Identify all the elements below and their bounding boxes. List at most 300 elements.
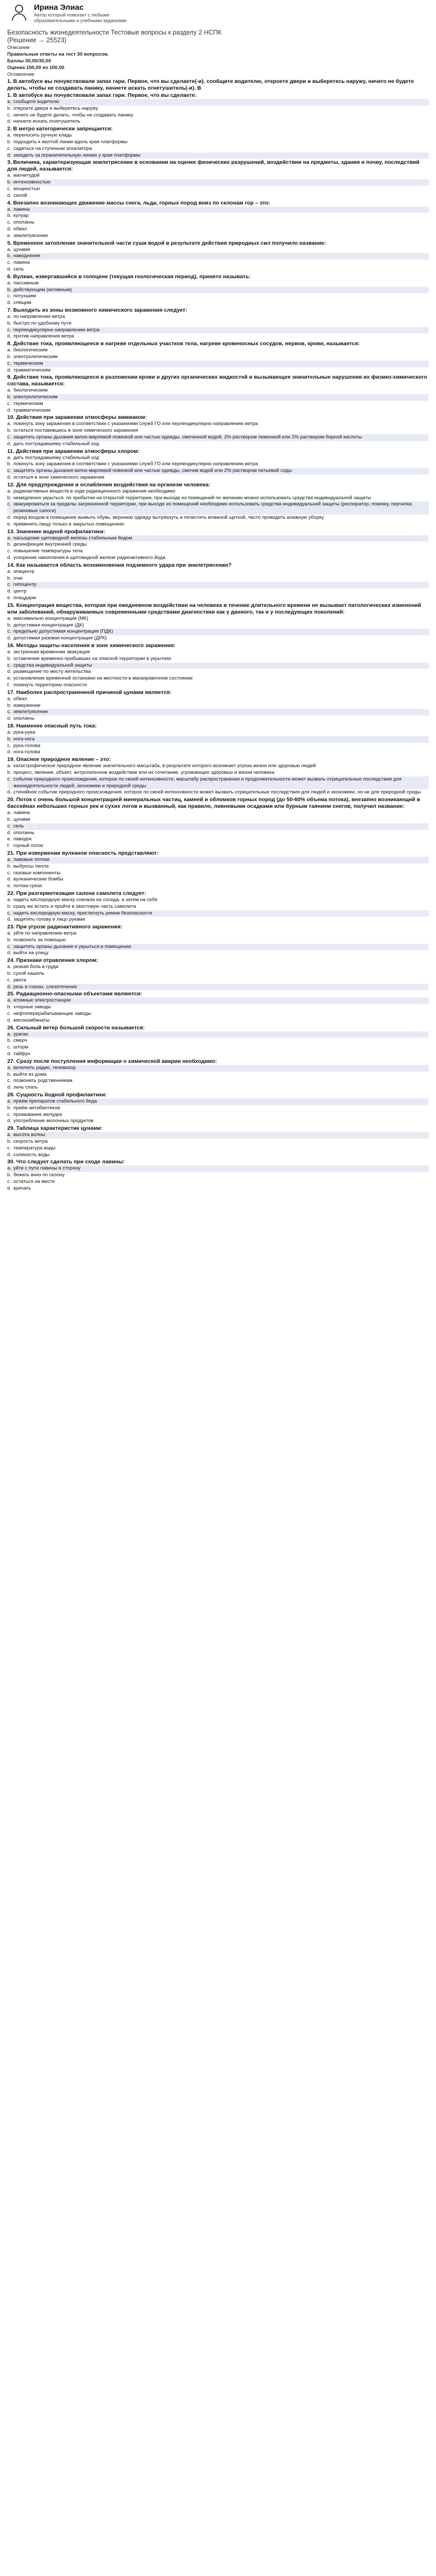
option-text: рука-голова — [13, 742, 41, 749]
option-text: кулуар — [13, 213, 29, 219]
option-text: выйти из дома — [13, 1071, 47, 1077]
option-letter: a. — [7, 280, 11, 286]
question-block — [7, 200, 429, 240]
option-letter: a. — [7, 535, 11, 541]
answer-option — [7, 247, 429, 253]
option-text: покинуть зону заражения в соответствии с указаниями служб ГО или перпендикулярно направлению ветра — [13, 461, 258, 467]
option-letter: a. — [7, 649, 11, 655]
option-text: сразу же встать и пройти в хвостовую часть самолета — [13, 903, 136, 909]
option-letter: d. — [7, 555, 11, 561]
option-text: лавовые потоки — [13, 856, 50, 862]
option-text: резь в глазах, слезотечение — [13, 984, 77, 990]
answer-option-correct — [7, 434, 429, 441]
answer-option — [7, 830, 429, 837]
option-text: хлорные заводы — [13, 1004, 51, 1010]
answer-option — [7, 675, 429, 682]
answer-option — [7, 1018, 429, 1024]
answer-option — [7, 682, 429, 689]
option-text: электролитическим — [13, 394, 58, 400]
question-block — [7, 1092, 429, 1125]
answer-option — [7, 1172, 429, 1179]
option-letter: d. — [7, 367, 11, 373]
option-letter: c. — [7, 360, 11, 366]
option-text: цунами — [13, 816, 30, 822]
answer-option-correct — [7, 394, 429, 401]
option-text: извержение — [13, 702, 41, 708]
option-letter: d. — [7, 515, 11, 521]
option-letter: b. — [7, 622, 11, 628]
option-letter: c. — [7, 977, 11, 983]
option-letter: d. — [7, 716, 11, 722]
answer-option-correct — [7, 582, 429, 588]
answer-option — [7, 703, 429, 709]
option-letter: a. — [7, 313, 11, 319]
answer-option — [7, 656, 429, 663]
question-text: 1. В автобусе вы почувствовали запах гари. Первое, что вы сделаете: — [7, 92, 197, 98]
answer-option — [7, 408, 429, 414]
option-letter: c. — [7, 219, 11, 226]
answer-option — [7, 1179, 429, 1185]
option-text: мясокомбинаты — [13, 1017, 50, 1023]
answer-option-correct — [7, 709, 429, 716]
question-block — [7, 642, 429, 689]
answer-option — [7, 293, 429, 300]
answer-option — [7, 1051, 429, 1058]
answer-option — [7, 937, 429, 944]
question-block — [7, 341, 429, 374]
option-text: надеть кислородную маску, пристегнуть ремни безопасности — [13, 910, 152, 916]
option-letter: d. — [7, 266, 11, 272]
option-text: сель — [13, 266, 24, 272]
option-letter: a. — [7, 696, 11, 702]
answer-option — [7, 716, 429, 722]
option-text: нога-нога — [13, 736, 35, 742]
question-block — [7, 1125, 429, 1158]
question-block — [7, 756, 429, 796]
question-list — [7, 78, 429, 1192]
option-text: атомные электростанции — [13, 997, 71, 1004]
option-letter: a. — [7, 173, 11, 179]
question-block — [7, 240, 429, 273]
answer-option — [7, 897, 429, 904]
option-letter: b. — [7, 769, 11, 775]
option-letter: b. — [7, 320, 11, 326]
option-text: лавина — [13, 810, 30, 816]
option-letter: b. — [7, 736, 11, 742]
option-text: включить радио, телевизор — [13, 1064, 76, 1071]
answer-option — [7, 950, 429, 957]
option-letter: d. — [7, 152, 11, 158]
option-text: очаг — [13, 575, 23, 581]
meta-contents-label: Оглавление — [7, 72, 34, 77]
option-letter: a. — [7, 1132, 11, 1138]
option-letter: b. — [7, 903, 11, 909]
question-block — [7, 890, 429, 923]
option-text: горный поток — [13, 843, 43, 849]
question-text: 26. Сильный ветер большой скорости называется: — [7, 1024, 145, 1031]
question-block — [7, 957, 429, 990]
author-name[interactable]: Ирина Элиас — [34, 3, 84, 12]
option-letter: d. — [7, 1051, 11, 1057]
option-letter: c. — [7, 870, 11, 876]
option-text: рвота — [13, 977, 26, 983]
option-text: резкая боль в груди — [13, 964, 59, 970]
answer-option — [7, 132, 429, 139]
option-text: действующим (активным) — [13, 286, 72, 293]
question-text: 19. Опасное природное явление – это: — [7, 756, 111, 763]
option-text: обвал — [13, 696, 27, 702]
option-text: быстро по удобному пути — [13, 320, 72, 326]
option-text: ураган — [13, 1031, 28, 1037]
answer-option-correct — [7, 984, 429, 991]
option-letter: a. — [7, 964, 11, 970]
meta-grade: Оценка 100,00 из 100,00 — [7, 65, 64, 71]
option-letter: a. — [7, 568, 11, 574]
answer-option-correct — [7, 361, 429, 367]
option-letter: d. — [7, 876, 11, 883]
question-text: 28. Сущность йодной профилактики: — [7, 1092, 107, 1098]
answer-option — [7, 1038, 429, 1044]
option-text: интенсивностью — [13, 179, 51, 185]
answer-option — [7, 541, 429, 548]
answer-option — [7, 883, 429, 890]
option-text: по направлению ветра — [13, 313, 65, 319]
answer-option — [7, 555, 429, 562]
option-letter: c. — [7, 260, 11, 266]
option-text: остаться на месте — [13, 1179, 55, 1184]
option-text: центр — [13, 588, 27, 595]
option-text: средства индивидуальной защиты — [13, 662, 92, 668]
option-letter: a. — [7, 246, 11, 252]
option-letter: b. — [7, 1172, 11, 1178]
answer-option — [7, 730, 429, 736]
answer-option — [7, 461, 429, 468]
question-text: 14. Как называется область возникновения подземного удара при землетрясении? — [7, 562, 232, 568]
option-text: защитить органы дыхания и укрыться в помещении — [13, 943, 131, 950]
meta-description-label: Описание — [7, 45, 30, 50]
answer-option — [7, 367, 429, 374]
question-text: 30. Что следует сделать при сходе лавины: — [7, 1159, 125, 1165]
answer-option — [7, 1011, 429, 1018]
option-text: против направления ветра — [13, 333, 74, 340]
question-block — [7, 482, 429, 528]
question-text: 1. В автобусе вы почувствовали запах гари. Первое, что вы сделаете(-и). сообщите водителю, откроете двери и выберетесь наружу, ничего не будете делать, чтобы не создавать панику, начнете искать огнетушитель(-и). В — [7, 78, 414, 91]
option-text: ускорение накопления в щитовидной железе радиоактивного йода — [13, 555, 166, 561]
option-text: надеть кислородную маску сначала на соседа, а затем на себя — [13, 896, 158, 903]
option-letter: c. — [7, 910, 11, 916]
answer-option — [7, 106, 429, 112]
option-text: бежать вниз по склону — [13, 1172, 65, 1178]
question-block — [7, 78, 429, 92]
answer-option — [7, 1078, 429, 1084]
option-letter: c. — [7, 293, 11, 299]
option-text: максимально концентрация (МК) — [13, 615, 89, 621]
option-text: радиоактивных веществ в ходе радиационного заражения необходимо — [13, 488, 176, 494]
option-text: ничего не будете делать, чтобы не создавать панику — [13, 112, 133, 118]
answer-option — [7, 320, 429, 327]
option-text: дезинфекция внутренней среды — [13, 541, 87, 548]
option-letter: d. — [7, 192, 11, 198]
option-text: приём препаратов стабильного йода — [13, 1098, 97, 1105]
option-text: приём антибиотиков — [13, 1105, 60, 1111]
answer-option — [7, 595, 429, 602]
option-letter: d. — [7, 440, 11, 447]
option-text: термическим — [13, 400, 43, 406]
answer-option — [7, 971, 429, 977]
avatar-icon — [10, 3, 28, 21]
question-text: 21. При извержении вулканов опасность представляют: — [7, 850, 159, 856]
answer-option — [7, 763, 429, 770]
answer-option-correct — [7, 179, 429, 186]
option-letter: d. — [7, 669, 11, 675]
question-text: 12. Для предупреждения и ослабления воздействия на организм человека: — [7, 481, 211, 488]
option-letter: c. — [7, 1111, 11, 1117]
answer-option-correct — [7, 207, 429, 213]
option-text: оползень — [13, 829, 34, 836]
question-text: 2. В метро категорически запрещается: — [7, 126, 113, 132]
question-block — [7, 796, 429, 850]
option-letter: a. — [7, 729, 11, 735]
option-letter: a. — [7, 132, 11, 139]
question-block — [7, 448, 429, 481]
answer-option — [7, 455, 429, 462]
answer-option — [7, 876, 429, 883]
option-text: эпицентр — [13, 568, 34, 574]
answer-option-correct — [7, 287, 429, 294]
answer-option — [7, 112, 429, 119]
option-text: температура воды — [13, 1145, 56, 1151]
option-letter: c. — [7, 1078, 11, 1084]
answer-option — [7, 836, 429, 843]
option-letter: c. — [7, 468, 11, 474]
option-letter: e. — [7, 595, 11, 601]
option-text: спящим — [13, 300, 31, 306]
option-text: катастрофическое природное явление значительного масштаба, в результате которого возникает угроза жизни или здоровью людей — [13, 763, 316, 769]
question-text: 9. Действие тока, проявляющееся в разложении крови и других органических жидкостей и вызывающее значительные нарушения их физико-химического состава, называется: — [7, 374, 427, 387]
option-text: кричать — [13, 1185, 31, 1191]
option-letter: d. — [7, 789, 11, 795]
question-block — [7, 562, 429, 602]
answer-option — [7, 649, 429, 656]
answer-option — [7, 917, 429, 923]
answer-option — [7, 354, 429, 361]
answer-option — [7, 1145, 429, 1152]
answer-option — [7, 495, 429, 502]
option-text: паводок — [13, 836, 32, 842]
option-text: пассивным — [13, 280, 39, 286]
answer-option — [7, 314, 429, 320]
answer-option — [7, 118, 429, 125]
option-text: эвакуироваться за пределы загрязненной территории, при выходе из помещений необходимо использовать средства индивидуальной защиты (респиратор, повязку, перчатки, резиновые сапоги) — [13, 501, 413, 514]
answer-option — [7, 588, 429, 595]
option-text: перпендикулярно направлению ветра — [13, 327, 100, 333]
answer-option-correct — [7, 1165, 429, 1172]
option-letter: b. — [7, 937, 11, 943]
option-letter: e. — [7, 232, 11, 239]
answer-option-correct — [7, 1098, 429, 1105]
option-letter: c. — [7, 582, 11, 588]
answer-option-correct — [7, 501, 429, 515]
question-block — [7, 529, 429, 562]
option-letter: f. — [7, 682, 10, 688]
question-block — [7, 274, 429, 307]
option-letter: c. — [7, 1179, 11, 1184]
option-text: оползень — [13, 716, 34, 722]
option-letter: c. — [7, 501, 11, 507]
option-letter: d. — [7, 1185, 11, 1191]
option-text: нога-голова — [13, 749, 40, 755]
option-letter: b. — [7, 541, 11, 548]
option-letter: a. — [7, 810, 11, 816]
question-block — [7, 414, 429, 447]
option-text: установление временной остановки на местности в маскировочном состоянии — [13, 675, 193, 682]
author-description: Автор который помогает с любыми образовательными и учебными заданиями — [34, 12, 127, 23]
option-text: соленость воды — [13, 1151, 50, 1158]
option-text: рука-рука — [13, 729, 36, 735]
option-letter: c. — [7, 400, 11, 406]
option-text: допустимая разовая концентрация (ДРК) — [13, 635, 107, 641]
question-text: 22. При разгерметизации салона самолета следует: — [7, 890, 146, 896]
option-text: применять пищу только в закрытых помещениях — [13, 521, 125, 527]
option-text: процесс, явление, объект, антропогенное воздействие или их сочетание, угрожающее здоровью и жизни человека — [13, 769, 274, 775]
option-text: силой — [13, 192, 27, 198]
option-letter: d. — [7, 984, 11, 990]
answer-option — [7, 280, 429, 287]
option-letter: b. — [7, 286, 11, 293]
option-letter: a. — [7, 421, 11, 427]
option-letter: d. — [7, 635, 11, 641]
question-block — [7, 92, 429, 125]
answer-option-correct — [7, 629, 429, 635]
option-letter: c. — [7, 548, 11, 554]
option-text: допустимая концентрация (ДК) — [13, 622, 84, 628]
answer-option — [7, 1185, 429, 1192]
option-letter: f. — [7, 843, 10, 849]
option-text: лавина — [13, 260, 30, 266]
option-text: смерч — [13, 1038, 27, 1044]
option-letter: e. — [7, 836, 11, 842]
option-letter: a. — [7, 1165, 11, 1172]
answer-option — [7, 770, 429, 776]
option-letter: a. — [7, 1064, 11, 1071]
option-letter: b. — [7, 213, 11, 219]
answer-option — [7, 904, 429, 910]
question-text: 16. Методы защиты населения в зоне химического заражения: — [7, 642, 176, 649]
answer-option — [7, 1084, 429, 1091]
option-text: сель — [13, 823, 24, 829]
answer-option — [7, 139, 429, 146]
answer-option — [7, 347, 429, 354]
question-text: 6. Вулкан, извергавшийся в голоцене (текущая геологическая период), принято называть: — [7, 273, 251, 280]
option-text: позвонить за помощью — [13, 937, 66, 943]
document-page — [0, 0, 436, 1202]
answer-option — [7, 441, 429, 448]
question-block — [7, 126, 429, 159]
answer-option — [7, 669, 429, 675]
answer-option — [7, 428, 429, 434]
option-text: дать пострадавшему стабильный ход — [13, 440, 99, 447]
option-letter: e. — [7, 883, 11, 889]
option-text: наводнение — [13, 253, 41, 259]
answer-option — [7, 333, 429, 340]
answer-option — [7, 233, 429, 240]
option-letter: c. — [7, 662, 11, 668]
option-letter: c. — [7, 1044, 11, 1050]
answer-option — [7, 569, 429, 575]
option-letter: a. — [7, 99, 11, 105]
answer-option-correct — [7, 535, 429, 542]
option-letter: c. — [7, 776, 11, 782]
option-letter: d. — [7, 829, 11, 836]
option-text: тайфун — [13, 1051, 30, 1057]
option-letter: b. — [7, 655, 11, 662]
option-text: предельно допустимая концентрация (ПДК) — [13, 629, 113, 635]
answer-option — [7, 1152, 429, 1159]
option-text: термическим — [13, 360, 43, 366]
option-letter: d. — [7, 1084, 11, 1091]
option-letter: b. — [7, 394, 11, 400]
option-letter: c. — [7, 434, 11, 440]
question-block — [7, 723, 429, 756]
option-text: откроете двери и выберетесь наружу — [13, 105, 98, 111]
meta-score: Баллы 30,00/30,00 — [7, 58, 51, 64]
option-letter: c. — [7, 145, 11, 151]
option-letter: b. — [7, 1105, 11, 1111]
option-letter: d. — [7, 1151, 11, 1158]
answer-option — [7, 1072, 429, 1078]
option-letter: c. — [7, 1145, 11, 1151]
option-text: позвонить родственникам — [13, 1078, 73, 1084]
question-block — [7, 850, 429, 890]
question-text: 10. Действия при заражении атмосферы аммиаком: — [7, 414, 147, 421]
option-letter: b. — [7, 253, 11, 259]
option-text: оставление временно прибывших на опасной территории в укрытиях — [13, 655, 171, 662]
question-block — [7, 991, 429, 1024]
option-text: травматическим — [13, 407, 51, 413]
option-text: сухой кашель — [13, 971, 45, 977]
option-text: оползень — [13, 219, 34, 226]
option-text: травматическим — [13, 367, 51, 373]
option-letter: b. — [7, 139, 11, 145]
option-text: дать пострадавшему стабильный ход — [13, 454, 99, 461]
option-text: защитить голову и лицо руками — [13, 917, 85, 923]
question-text: 7. Выходить из зоны возможного химического заражения следует: — [7, 307, 187, 313]
answer-option — [7, 521, 429, 528]
question-block — [7, 1025, 429, 1058]
answer-option — [7, 226, 429, 233]
document-title: Безопасность жизнедеятельности Тестовые вопросы к разделу 2 НСПК (Решение → 25523) — [7, 29, 222, 44]
option-text: садиться на ступеньки эскалатора — [13, 145, 92, 151]
question-text: 23. При угрозе радиоактивного заражения: — [7, 924, 123, 930]
answer-option — [7, 300, 429, 307]
option-text: подходить к желтой линии вдоль края платформы — [13, 139, 128, 145]
answer-option — [7, 696, 429, 703]
question-block — [7, 1159, 429, 1192]
question-text: 13. Значение водной профилактики: — [7, 528, 106, 535]
option-text: сообщите водителю — [13, 99, 59, 105]
answer-option — [7, 789, 429, 796]
answer-option — [7, 930, 429, 937]
option-letter: a. — [7, 997, 11, 1004]
option-text: землетрясение — [13, 232, 48, 239]
option-letter: b. — [7, 179, 11, 185]
answer-option — [7, 575, 429, 582]
meta-correct-answers: Правильные ответы на тест 30 вопросов. — [7, 52, 109, 57]
option-text: немедленно укрыться, по прибытии на открытой территории, при выходе из помещений по желанию можно использовать средства индивидуальной защиты — [13, 495, 371, 501]
question-block — [7, 307, 429, 340]
option-letter: b. — [7, 863, 11, 869]
answer-option — [7, 146, 429, 152]
